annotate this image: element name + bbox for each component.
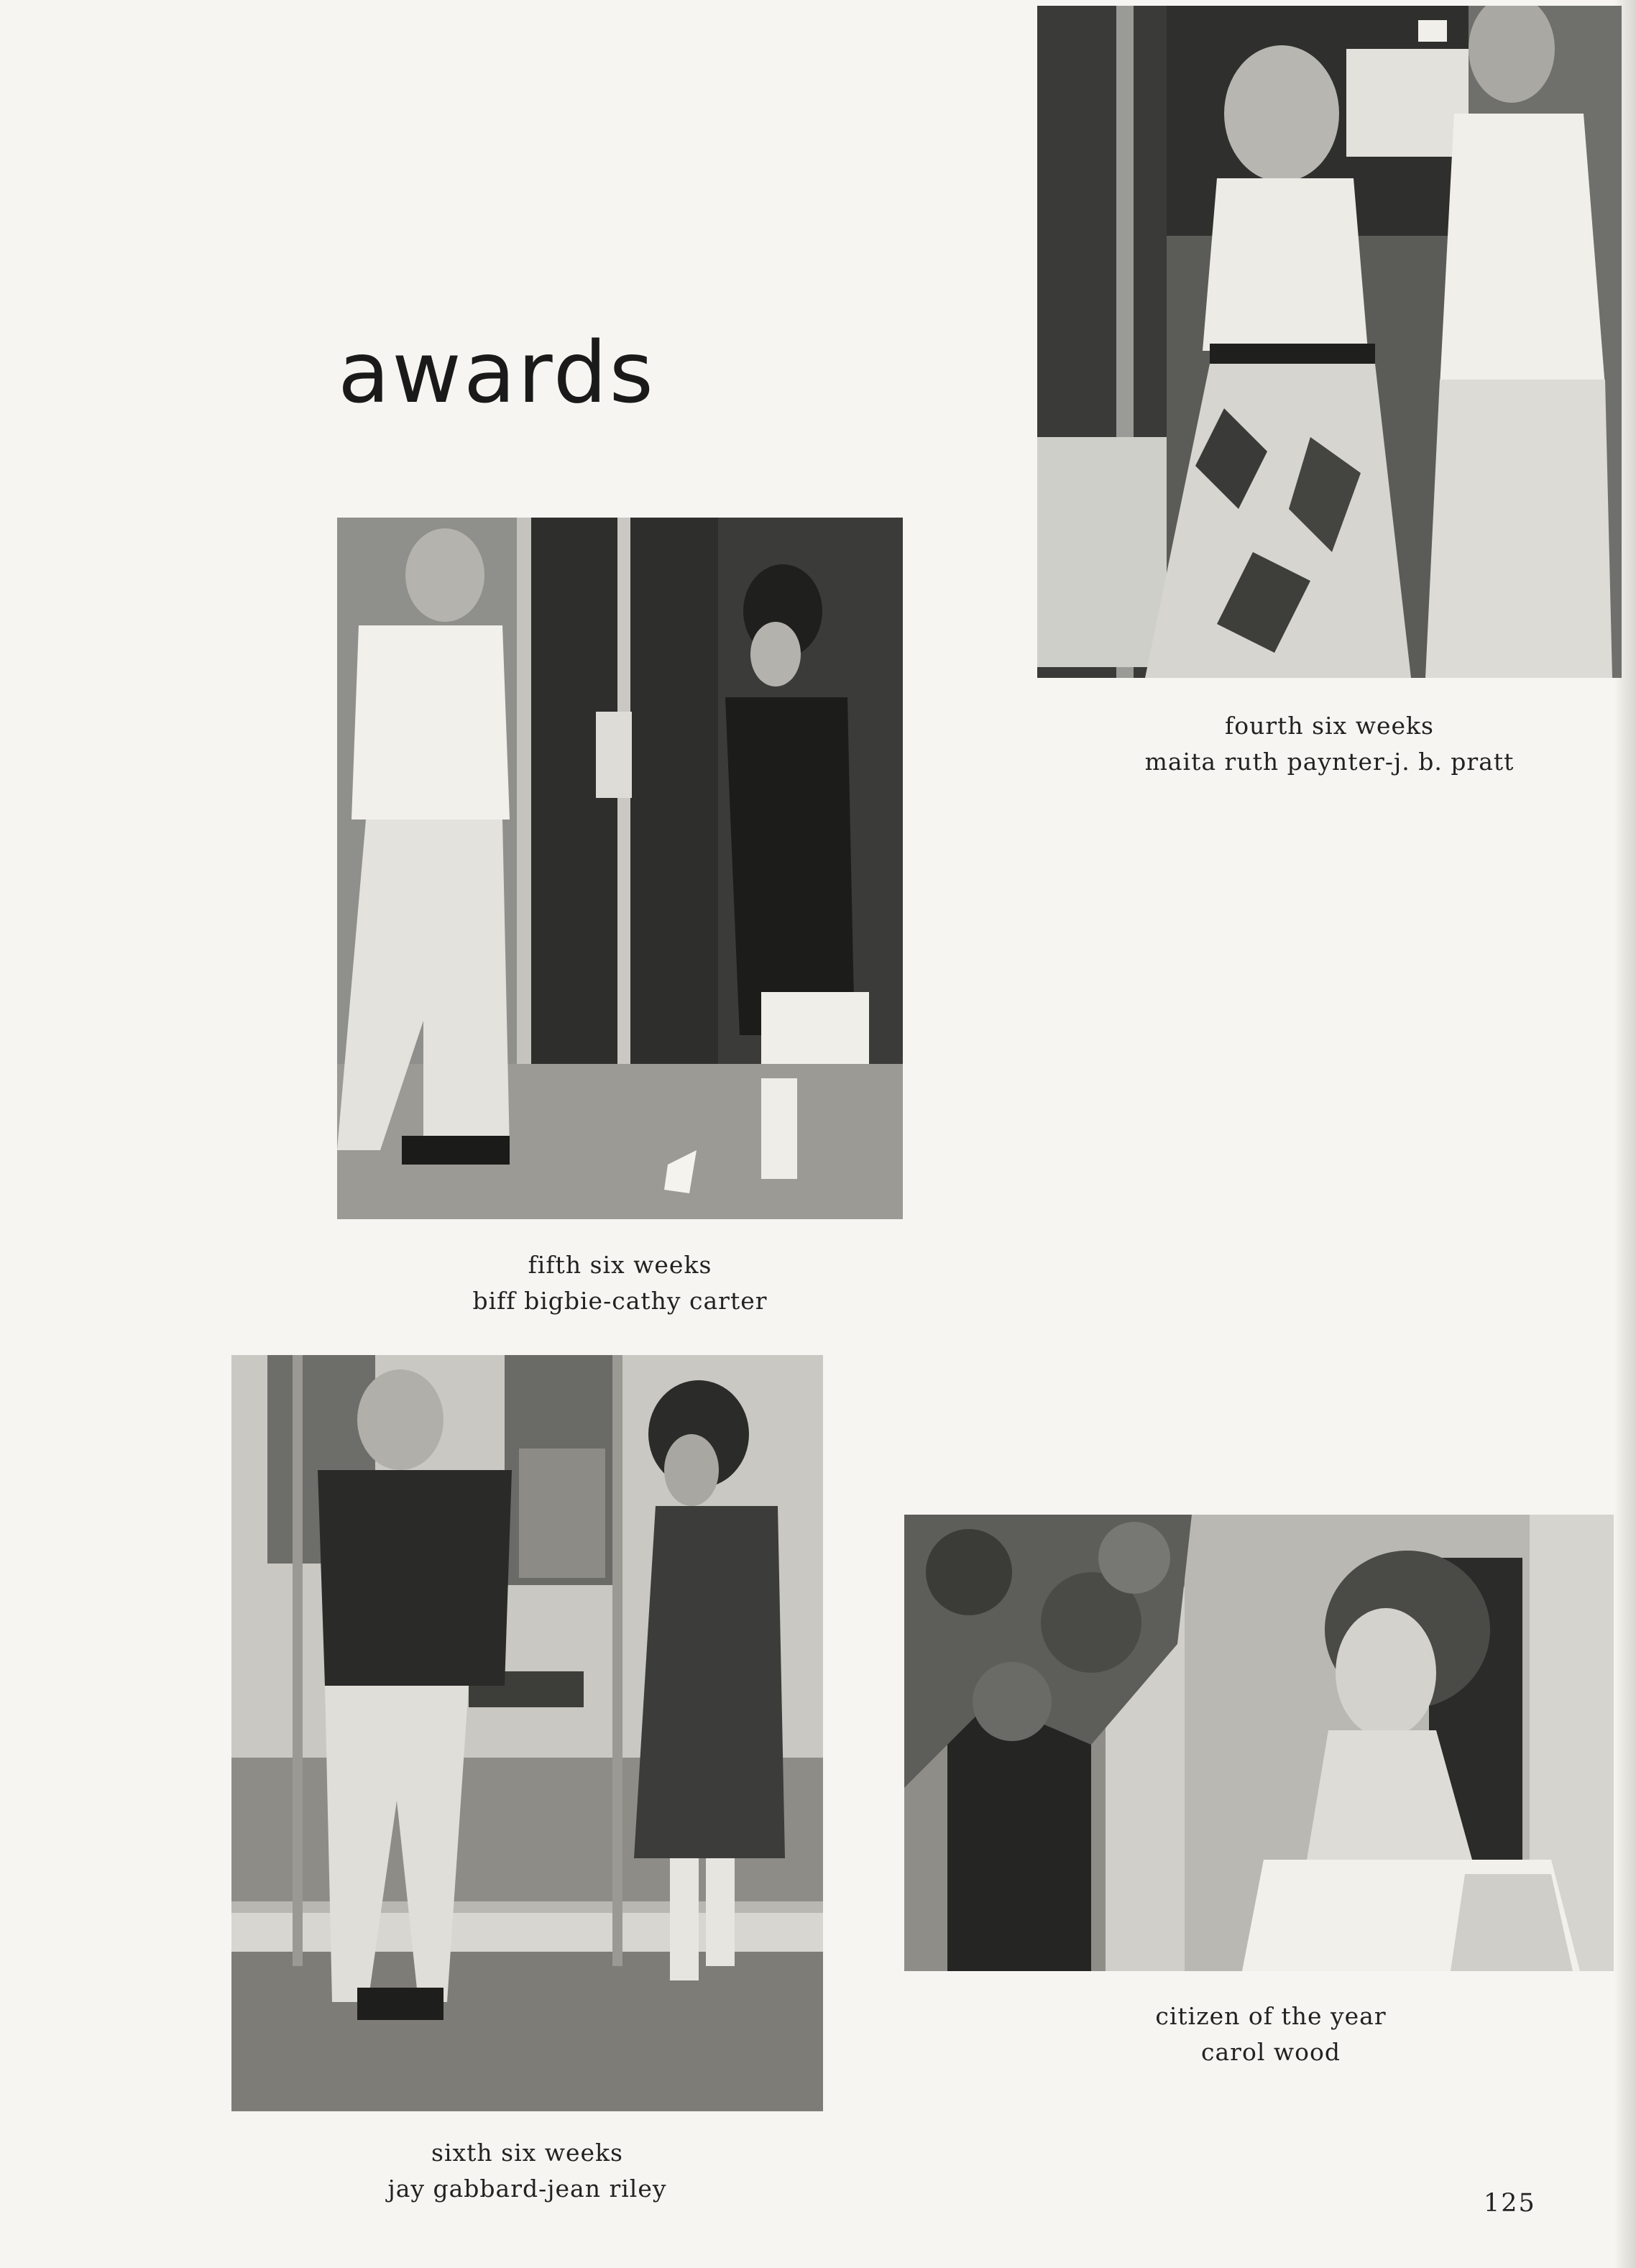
award-recipients: maita ruth paynter-j. b. pratt — [1144, 748, 1515, 776]
page-number: 125 — [1484, 2189, 1536, 2218]
award-period: sixth six weeks — [431, 2139, 623, 2167]
page-title: awards — [338, 323, 656, 423]
photo-fifth-six-weeks — [337, 518, 903, 1219]
award-recipients: biff bigbie-cathy carter — [472, 1287, 768, 1315]
caption-fifth-six-weeks — [337, 1247, 903, 1319]
caption-sixth-six-weeks — [231, 2135, 823, 2207]
photo-sixth-six-weeks — [231, 1355, 823, 2111]
photo-citizen-of-the-year — [904, 1515, 1614, 1971]
caption-citizen-of-the-year — [1120, 1998, 1422, 2070]
caption-fourth-six-weeks — [1037, 708, 1622, 780]
award-period: citizen of the year — [1155, 2002, 1387, 2030]
award-period: fourth six weeks — [1225, 712, 1434, 740]
photo-fourth-six-weeks — [1037, 6, 1622, 678]
award-recipients: carol wood — [1201, 2038, 1341, 2066]
award-recipients: jay gabbard-jean riley — [387, 2175, 667, 2203]
award-period: fifth six weeks — [528, 1251, 712, 1279]
